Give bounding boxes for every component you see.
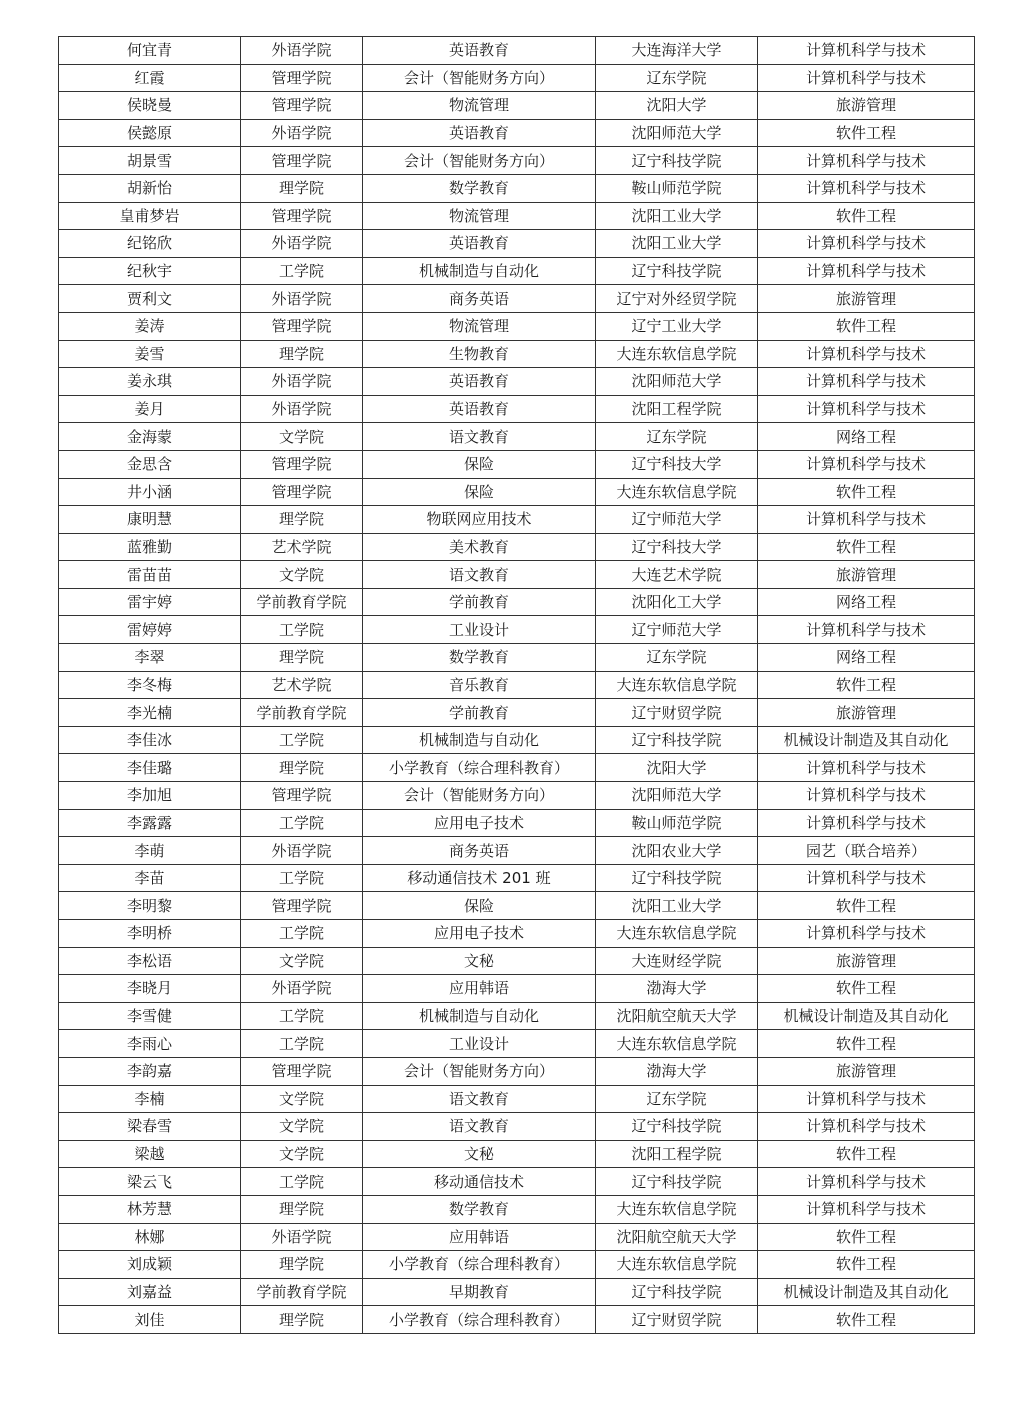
target-major-cell: 软件工程: [758, 892, 975, 920]
target-major-cell: 计算机科学与技术: [758, 147, 975, 175]
college-cell: 文学院: [241, 423, 363, 451]
original-major-cell: 小学教育（综合理科教育）: [363, 1251, 596, 1279]
target-university-cell: 沈阳工业大学: [596, 892, 758, 920]
student-name-cell: 纪铭欣: [59, 230, 241, 258]
target-major-cell: 机械设计制造及其自动化: [758, 726, 975, 754]
original-major-cell: 小学教育（综合理科教育）: [363, 754, 596, 782]
student-name-cell: 雷婷婷: [59, 616, 241, 644]
target-major-cell: 软件工程: [758, 533, 975, 561]
student-name-cell: 李晓月: [59, 975, 241, 1003]
college-cell: 管理学院: [241, 782, 363, 810]
target-major-cell: 计算机科学与技术: [758, 64, 975, 92]
table-row: [59, 837, 975, 865]
target-university-cell: 沈阳大学: [596, 754, 758, 782]
table-row: [59, 1085, 975, 1113]
original-major-cell: 会计（智能财务方向）: [363, 1057, 596, 1085]
target-major-cell: 软件工程: [758, 1251, 975, 1279]
student-name-cell: 胡新怡: [59, 174, 241, 202]
target-major-cell: 计算机科学与技术: [758, 1195, 975, 1223]
table-row: [59, 616, 975, 644]
original-major-cell: 工业设计: [363, 1030, 596, 1058]
student-name-cell: 李光楠: [59, 699, 241, 727]
table-row: [59, 1278, 975, 1306]
college-cell: 理学院: [241, 754, 363, 782]
student-name-cell: 李苗: [59, 864, 241, 892]
table-row: [59, 1030, 975, 1058]
original-major-cell: 语文教育: [363, 561, 596, 589]
student-name-cell: 康明慧: [59, 506, 241, 534]
original-major-cell: 商务英语: [363, 837, 596, 865]
student-name-cell: 姜涛: [59, 312, 241, 340]
target-university-cell: 辽宁师范大学: [596, 616, 758, 644]
target-major-cell: 网络工程: [758, 588, 975, 616]
original-major-cell: 英语教育: [363, 368, 596, 396]
target-major-cell: 机械设计制造及其自动化: [758, 1002, 975, 1030]
target-university-cell: 大连东软信息学院: [596, 1030, 758, 1058]
student-name-cell: 李萌: [59, 837, 241, 865]
student-name-cell: 李佳璐: [59, 754, 241, 782]
student-name-cell: 李冬梅: [59, 671, 241, 699]
target-university-cell: 鞍山师范学院: [596, 174, 758, 202]
college-cell: 工学院: [241, 1002, 363, 1030]
target-major-cell: 计算机科学与技术: [758, 506, 975, 534]
target-university-cell: 渤海大学: [596, 975, 758, 1003]
target-university-cell: 辽宁科技学院: [596, 726, 758, 754]
target-major-cell: 软件工程: [758, 671, 975, 699]
table-row: [59, 340, 975, 368]
college-cell: 管理学院: [241, 450, 363, 478]
table-row: [59, 975, 975, 1003]
student-name-cell: 红霞: [59, 64, 241, 92]
table-row: [59, 1195, 975, 1223]
target-university-cell: 沈阳工业大学: [596, 230, 758, 258]
college-cell: 工学院: [241, 616, 363, 644]
table-row: [59, 1057, 975, 1085]
college-cell: 外语学院: [241, 37, 363, 65]
original-major-cell: 学前教育: [363, 588, 596, 616]
original-major-cell: 工业设计: [363, 616, 596, 644]
original-major-cell: 美术教育: [363, 533, 596, 561]
original-major-cell: 小学教育（综合理科教育）: [363, 1306, 596, 1334]
college-cell: 管理学院: [241, 147, 363, 175]
college-cell: 理学院: [241, 1251, 363, 1279]
table-row: [59, 395, 975, 423]
table-row: [59, 1223, 975, 1251]
target-major-cell: 计算机科学与技术: [758, 368, 975, 396]
college-cell: 外语学院: [241, 285, 363, 313]
target-university-cell: 辽宁工业大学: [596, 312, 758, 340]
student-name-cell: 金思含: [59, 450, 241, 478]
college-cell: 工学院: [241, 257, 363, 285]
target-university-cell: 辽宁师范大学: [596, 506, 758, 534]
target-university-cell: 辽宁财贸学院: [596, 1306, 758, 1334]
table-row: [59, 754, 975, 782]
student-name-cell: 刘嘉益: [59, 1278, 241, 1306]
target-major-cell: 计算机科学与技术: [758, 174, 975, 202]
original-major-cell: 应用韩语: [363, 975, 596, 1003]
college-cell: 艺术学院: [241, 671, 363, 699]
target-university-cell: 辽东学院: [596, 1085, 758, 1113]
original-major-cell: 物联网应用技术: [363, 506, 596, 534]
target-university-cell: 鞍山师范学院: [596, 809, 758, 837]
table-row: [59, 864, 975, 892]
target-major-cell: 计算机科学与技术: [758, 1085, 975, 1113]
target-major-cell: 网络工程: [758, 423, 975, 451]
student-name-cell: 林芳慧: [59, 1195, 241, 1223]
target-major-cell: 旅游管理: [758, 947, 975, 975]
table-row: [59, 1251, 975, 1279]
table-row: [59, 588, 975, 616]
target-university-cell: 沈阳师范大学: [596, 119, 758, 147]
target-university-cell: 大连艺术学院: [596, 561, 758, 589]
target-major-cell: 旅游管理: [758, 285, 975, 313]
target-university-cell: 辽宁科技大学: [596, 450, 758, 478]
student-name-cell: 贾利文: [59, 285, 241, 313]
original-major-cell: 语文教育: [363, 423, 596, 451]
student-name-cell: 李加旭: [59, 782, 241, 810]
student-name-cell: 李雨心: [59, 1030, 241, 1058]
target-major-cell: 计算机科学与技术: [758, 809, 975, 837]
target-major-cell: 计算机科学与技术: [758, 340, 975, 368]
target-university-cell: 辽宁科技学院: [596, 1168, 758, 1196]
college-cell: 工学院: [241, 920, 363, 948]
table-row: [59, 312, 975, 340]
target-university-cell: 沈阳工业大学: [596, 202, 758, 230]
student-name-cell: 雷宇婷: [59, 588, 241, 616]
target-major-cell: 旅游管理: [758, 1057, 975, 1085]
target-major-cell: 旅游管理: [758, 699, 975, 727]
original-major-cell: 应用电子技术: [363, 920, 596, 948]
student-name-cell: 姜永琪: [59, 368, 241, 396]
table-row: [59, 478, 975, 506]
target-university-cell: 沈阳工程学院: [596, 395, 758, 423]
original-major-cell: 商务英语: [363, 285, 596, 313]
college-cell: 外语学院: [241, 975, 363, 1003]
target-university-cell: 辽宁科技学院: [596, 147, 758, 175]
target-major-cell: 计算机科学与技术: [758, 1113, 975, 1141]
target-university-cell: 大连东软信息学院: [596, 1195, 758, 1223]
target-university-cell: 大连海洋大学: [596, 37, 758, 65]
student-name-cell: 姜月: [59, 395, 241, 423]
table-row: [59, 92, 975, 120]
original-major-cell: 应用电子技术: [363, 809, 596, 837]
table-row: [59, 119, 975, 147]
target-university-cell: 辽宁科技学院: [596, 1113, 758, 1141]
target-university-cell: 辽宁科技大学: [596, 533, 758, 561]
table-row: [59, 892, 975, 920]
student-name-cell: 刘成颖: [59, 1251, 241, 1279]
college-cell: 文学院: [241, 1085, 363, 1113]
college-cell: 理学院: [241, 340, 363, 368]
table-row: [59, 561, 975, 589]
target-major-cell: 机械设计制造及其自动化: [758, 1278, 975, 1306]
original-major-cell: 会计（智能财务方向）: [363, 147, 596, 175]
target-university-cell: 沈阳化工大学: [596, 588, 758, 616]
target-university-cell: 沈阳工程学院: [596, 1140, 758, 1168]
student-name-cell: 李翠: [59, 644, 241, 672]
target-major-cell: 计算机科学与技术: [758, 450, 975, 478]
table-row: [59, 174, 975, 202]
target-major-cell: 网络工程: [758, 644, 975, 672]
college-cell: 外语学院: [241, 1223, 363, 1251]
student-name-cell: 侯懿原: [59, 119, 241, 147]
table-row: [59, 506, 975, 534]
target-university-cell: 辽东学院: [596, 644, 758, 672]
original-major-cell: 物流管理: [363, 202, 596, 230]
table-row: [59, 1168, 975, 1196]
original-major-cell: 物流管理: [363, 92, 596, 120]
target-university-cell: 大连东软信息学院: [596, 1251, 758, 1279]
target-major-cell: 计算机科学与技术: [758, 782, 975, 810]
table-row: [59, 1002, 975, 1030]
target-university-cell: 大连东软信息学院: [596, 920, 758, 948]
student-name-cell: 李韵嘉: [59, 1057, 241, 1085]
target-major-cell: 软件工程: [758, 1306, 975, 1334]
college-cell: 学前教育学院: [241, 1278, 363, 1306]
original-major-cell: 文秘: [363, 947, 596, 975]
target-university-cell: 大连财经学院: [596, 947, 758, 975]
college-cell: 外语学院: [241, 230, 363, 258]
target-major-cell: 计算机科学与技术: [758, 230, 975, 258]
original-major-cell: 数学教育: [363, 174, 596, 202]
student-name-cell: 何宜青: [59, 37, 241, 65]
student-name-cell: 林娜: [59, 1223, 241, 1251]
original-major-cell: 英语教育: [363, 230, 596, 258]
student-name-cell: 李明桥: [59, 920, 241, 948]
student-name-cell: 李露露: [59, 809, 241, 837]
table-row: [59, 644, 975, 672]
table-row: [59, 699, 975, 727]
college-cell: 理学院: [241, 506, 363, 534]
target-major-cell: 计算机科学与技术: [758, 616, 975, 644]
original-major-cell: 保险: [363, 892, 596, 920]
table-row: [59, 450, 975, 478]
original-major-cell: 语文教育: [363, 1085, 596, 1113]
college-cell: 外语学院: [241, 837, 363, 865]
table-row: [59, 202, 975, 230]
target-major-cell: 旅游管理: [758, 92, 975, 120]
college-cell: 文学院: [241, 1113, 363, 1141]
student-name-cell: 姜雪: [59, 340, 241, 368]
table-body: [59, 37, 975, 1334]
target-major-cell: 旅游管理: [758, 561, 975, 589]
original-major-cell: 机械制造与自动化: [363, 1002, 596, 1030]
college-cell: 管理学院: [241, 202, 363, 230]
original-major-cell: 会计（智能财务方向）: [363, 64, 596, 92]
college-cell: 理学院: [241, 174, 363, 202]
original-major-cell: 保险: [363, 478, 596, 506]
college-cell: 管理学院: [241, 478, 363, 506]
table-row: [59, 671, 975, 699]
original-major-cell: 数学教育: [363, 1195, 596, 1223]
original-major-cell: 英语教育: [363, 395, 596, 423]
college-cell: 外语学院: [241, 395, 363, 423]
table-row: [59, 147, 975, 175]
student-name-cell: 蓝雅勤: [59, 533, 241, 561]
original-major-cell: 英语教育: [363, 119, 596, 147]
table-row: [59, 1140, 975, 1168]
original-major-cell: 生物教育: [363, 340, 596, 368]
college-cell: 管理学院: [241, 1057, 363, 1085]
original-major-cell: 会计（智能财务方向）: [363, 782, 596, 810]
college-cell: 理学院: [241, 1306, 363, 1334]
table-row: [59, 64, 975, 92]
target-major-cell: 软件工程: [758, 975, 975, 1003]
student-name-cell: 梁越: [59, 1140, 241, 1168]
college-cell: 工学院: [241, 809, 363, 837]
original-major-cell: 早期教育: [363, 1278, 596, 1306]
target-university-cell: 沈阳航空航天大学: [596, 1002, 758, 1030]
college-cell: 理学院: [241, 644, 363, 672]
original-major-cell: 数学教育: [363, 644, 596, 672]
student-name-cell: 李松语: [59, 947, 241, 975]
table-row: [59, 920, 975, 948]
target-university-cell: 辽东学院: [596, 64, 758, 92]
target-university-cell: 辽东学院: [596, 423, 758, 451]
table-row: [59, 947, 975, 975]
table-row: [59, 230, 975, 258]
college-cell: 文学院: [241, 947, 363, 975]
table-row: [59, 37, 975, 65]
target-major-cell: 软件工程: [758, 1223, 975, 1251]
college-cell: 工学院: [241, 864, 363, 892]
target-major-cell: 计算机科学与技术: [758, 1168, 975, 1196]
college-cell: 管理学院: [241, 92, 363, 120]
table-row: [59, 368, 975, 396]
original-major-cell: 音乐教育: [363, 671, 596, 699]
original-major-cell: 学前教育: [363, 699, 596, 727]
target-university-cell: 沈阳师范大学: [596, 368, 758, 396]
student-name-cell: 皇甫梦岩: [59, 202, 241, 230]
original-major-cell: 保险: [363, 450, 596, 478]
target-major-cell: 软件工程: [758, 312, 975, 340]
original-major-cell: 英语教育: [363, 37, 596, 65]
student-name-cell: 李楠: [59, 1085, 241, 1113]
target-major-cell: 软件工程: [758, 1030, 975, 1058]
table-row: [59, 1306, 975, 1334]
original-major-cell: 语文教育: [363, 1113, 596, 1141]
original-major-cell: 文秘: [363, 1140, 596, 1168]
college-cell: 工学院: [241, 1168, 363, 1196]
target-major-cell: 软件工程: [758, 1140, 975, 1168]
target-university-cell: 大连东软信息学院: [596, 340, 758, 368]
student-name-cell: 李明黎: [59, 892, 241, 920]
college-cell: 文学院: [241, 1140, 363, 1168]
college-cell: 管理学院: [241, 64, 363, 92]
target-major-cell: 计算机科学与技术: [758, 864, 975, 892]
target-university-cell: 辽宁财贸学院: [596, 699, 758, 727]
table-row: [59, 423, 975, 451]
target-major-cell: 计算机科学与技术: [758, 37, 975, 65]
original-major-cell: 移动通信技术 201 班: [363, 864, 596, 892]
table-row: [59, 809, 975, 837]
student-name-cell: 纪秋宇: [59, 257, 241, 285]
student-name-cell: 侯晓曼: [59, 92, 241, 120]
college-cell: 工学院: [241, 1030, 363, 1058]
student-name-cell: 雷苗苗: [59, 561, 241, 589]
target-university-cell: 渤海大学: [596, 1057, 758, 1085]
target-university-cell: 沈阳农业大学: [596, 837, 758, 865]
target-major-cell: 软件工程: [758, 478, 975, 506]
target-major-cell: 计算机科学与技术: [758, 754, 975, 782]
college-cell: 学前教育学院: [241, 588, 363, 616]
target-university-cell: 大连东软信息学院: [596, 478, 758, 506]
table-row: [59, 285, 975, 313]
table-row: [59, 533, 975, 561]
original-major-cell: 应用韩语: [363, 1223, 596, 1251]
target-major-cell: 计算机科学与技术: [758, 257, 975, 285]
college-cell: 工学院: [241, 726, 363, 754]
table-row: [59, 257, 975, 285]
target-university-cell: 沈阳师范大学: [596, 782, 758, 810]
original-major-cell: 机械制造与自动化: [363, 257, 596, 285]
college-cell: 艺术学院: [241, 533, 363, 561]
target-major-cell: 计算机科学与技术: [758, 395, 975, 423]
target-university-cell: 大连东软信息学院: [596, 671, 758, 699]
original-major-cell: 机械制造与自动化: [363, 726, 596, 754]
target-major-cell: 计算机科学与技术: [758, 920, 975, 948]
target-major-cell: 软件工程: [758, 202, 975, 230]
college-cell: 管理学院: [241, 892, 363, 920]
college-cell: 学前教育学院: [241, 699, 363, 727]
college-cell: 理学院: [241, 1195, 363, 1223]
original-major-cell: 移动通信技术: [363, 1168, 596, 1196]
target-university-cell: 沈阳大学: [596, 92, 758, 120]
original-major-cell: 物流管理: [363, 312, 596, 340]
student-name-cell: 梁春雪: [59, 1113, 241, 1141]
target-university-cell: 沈阳航空航天大学: [596, 1223, 758, 1251]
student-name-cell: 金海蒙: [59, 423, 241, 451]
table-row: [59, 1113, 975, 1141]
college-cell: 管理学院: [241, 312, 363, 340]
college-cell: 外语学院: [241, 119, 363, 147]
college-cell: 文学院: [241, 561, 363, 589]
student-transfer-table: [58, 36, 975, 1334]
target-major-cell: 软件工程: [758, 119, 975, 147]
target-university-cell: 辽宁科技学院: [596, 864, 758, 892]
target-university-cell: 辽宁对外经贸学院: [596, 285, 758, 313]
student-name-cell: 胡景雪: [59, 147, 241, 175]
student-name-cell: 井小涵: [59, 478, 241, 506]
target-university-cell: 辽宁科技学院: [596, 1278, 758, 1306]
student-name-cell: 梁云飞: [59, 1168, 241, 1196]
student-name-cell: 李佳冰: [59, 726, 241, 754]
college-cell: 外语学院: [241, 368, 363, 396]
table-row: [59, 726, 975, 754]
student-name-cell: 李雪健: [59, 1002, 241, 1030]
target-major-cell: 园艺（联合培养）: [758, 837, 975, 865]
student-name-cell: 刘佳: [59, 1306, 241, 1334]
table-row: [59, 782, 975, 810]
target-university-cell: 辽宁科技学院: [596, 257, 758, 285]
